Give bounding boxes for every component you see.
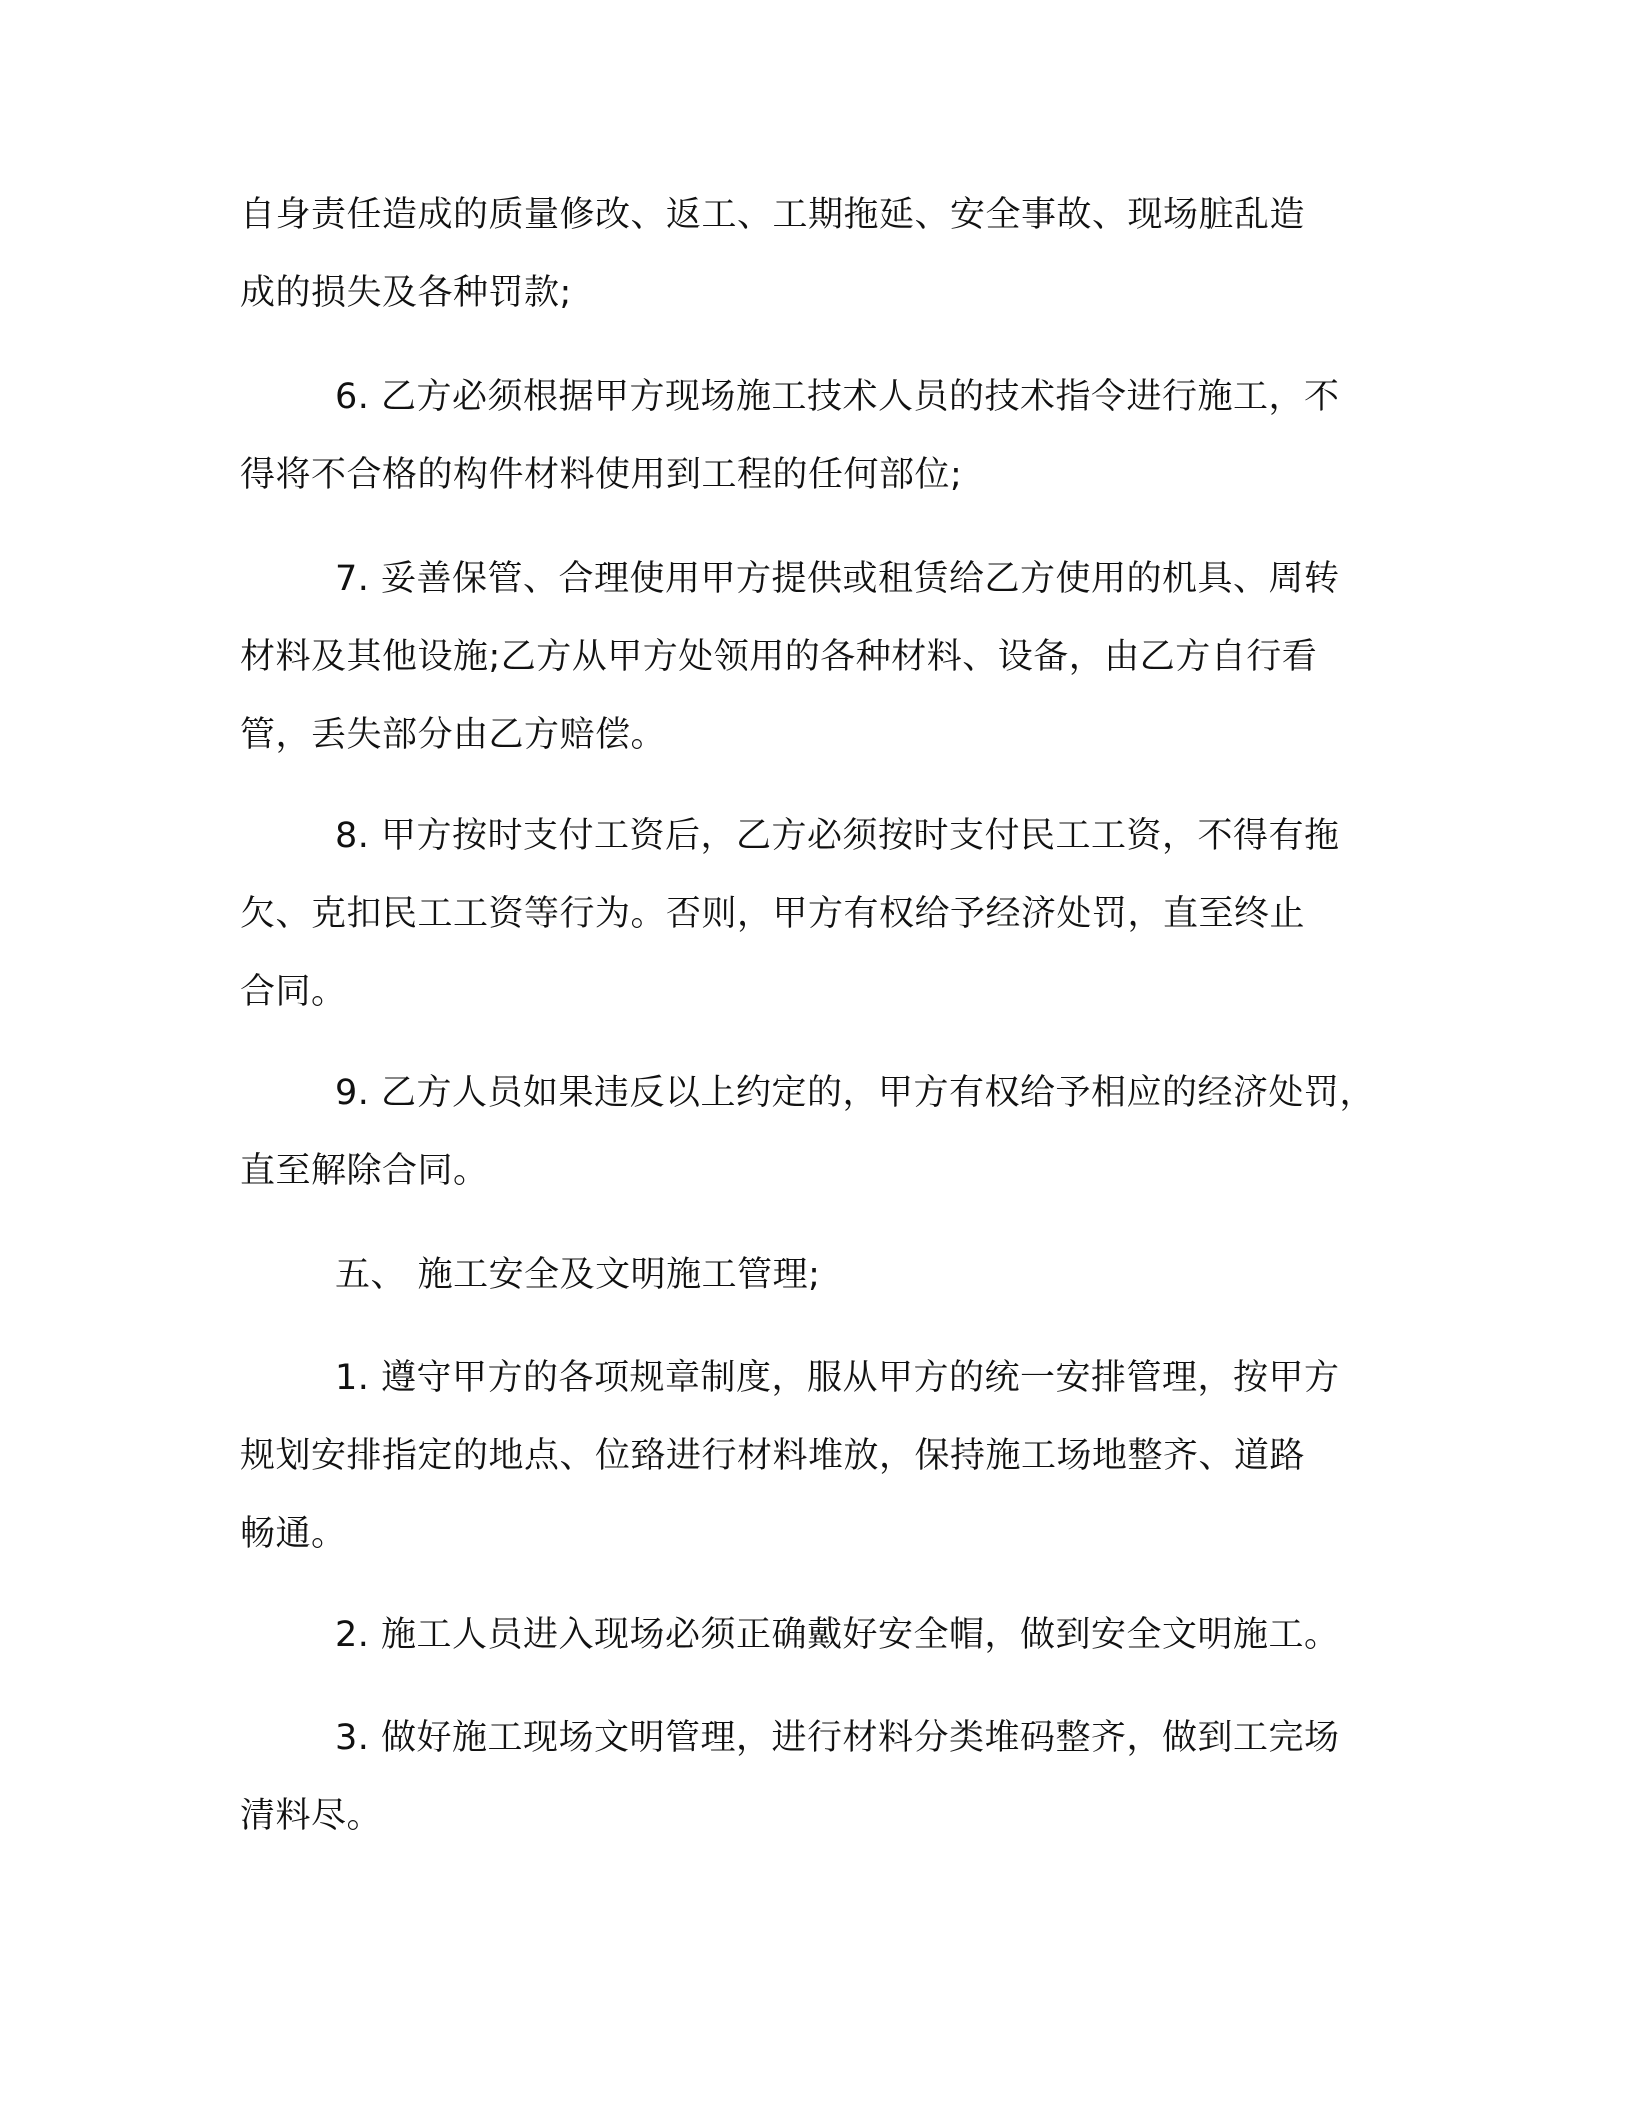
section-heading-5: [240, 1236, 1400, 1314]
text-line: 合同。: [240, 972, 347, 1012]
text-line: 直至解除合同。: [240, 1151, 489, 1191]
text-line: 五、 施工安全及文明施工管理;: [335, 1255, 821, 1295]
clause-item-6: [240, 358, 1400, 514]
section5-item-1: [240, 1339, 1400, 1573]
text-line: 7. 妥善保管、合理使用甲方提供或租赁给乙方使用的机具、周转: [335, 559, 1340, 599]
section5-item-3: [240, 1699, 1400, 1855]
text-line: 材料及其他设施;乙方从甲方处领用的各种材料、设备，由乙方自行看: [240, 637, 1318, 677]
text-line: 畅通。: [240, 1514, 347, 1554]
text-line: 欠、克扣民工工资等行为。否则，甲方有权给予经济处罚，直至终止: [240, 894, 1306, 934]
text-line: 自身责任造成的质量修改、返工、工期拖延、安全事故、现场脏乱造: [240, 195, 1306, 235]
text-line: 成的损失及各种罚款;: [240, 273, 572, 313]
text-line: 2. 施工人员进入现场必须正确戴好安全帽，做到安全文明施工。: [335, 1615, 1340, 1655]
text-line: 规划安排指定的地点、位臵进行材料堆放，保持施工场地整齐、道路: [240, 1436, 1306, 1476]
clause-item-7: [240, 540, 1400, 774]
text-line: 得将不合格的构件材料使用到工程的任何部位;: [240, 455, 963, 495]
text-line: 清料尽。: [240, 1796, 383, 1836]
clause-item-9: [240, 1054, 1400, 1210]
text-line: 6. 乙方必须根据甲方现场施工技术人员的技术指令进行施工，不: [335, 377, 1340, 417]
text-line: 9. 乙方人员如果违反以上约定的，甲方有权给予相应的经济处罚，: [335, 1073, 1376, 1113]
text-line: 8. 甲方按时支付工资后，乙方必须按时支付民工工资，不得有拖: [335, 816, 1340, 856]
paragraph-continuation: [240, 176, 1400, 332]
text-line: 1. 遵守甲方的各项规章制度，服从甲方的统一安排管理，按甲方: [335, 1358, 1340, 1398]
section5-item-2: [240, 1596, 1400, 1674]
text-line: 3. 做好施工现场文明管理，进行材料分类堆码整齐，做到工完场: [335, 1718, 1340, 1758]
text-line: 管，丢失部分由乙方赔偿。: [240, 715, 667, 755]
clause-item-8: [240, 797, 1400, 1031]
